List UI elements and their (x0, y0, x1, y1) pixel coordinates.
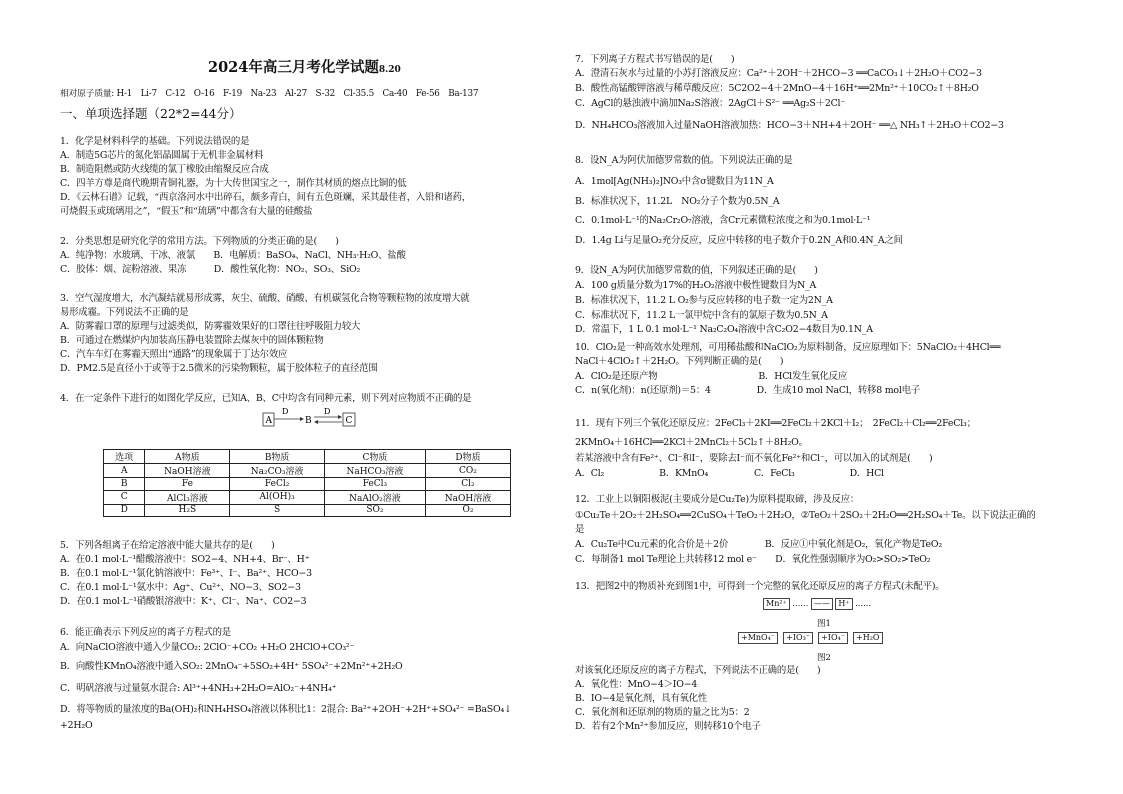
q13-question: 对该氧化还原反应的离子方程式，下列说法不正确的是( ) (575, 665, 821, 676)
table-cell: CO₂ (425, 464, 510, 478)
title-tag: 8.20 (378, 65, 401, 75)
q7-option-b: B．酸性高锰酸钾溶液与稀草酸反应：5C2O2−4＋2MnO−4＋16H⁺══2Mn²⁺＋10CO₂↑＋8H₂O (575, 83, 979, 94)
table-header: D物质 (425, 450, 510, 464)
table-cell: NaHCO₃溶液 (324, 464, 425, 478)
q12-options-cd: C．每制备1 mol Te理论上共转移12 mol e⁻ D．氧化性强弱顺序为O₂>SO₂>TeO₂ (575, 554, 931, 565)
fig1-dots: …… (792, 599, 809, 608)
q1-option-c: C．四羊方尊是商代晚期青铜礼器，为十大传世国宝之一，制作其材质的熔点比铜的低 (60, 178, 407, 189)
q13-option-a: A．氧化性：MnO−4＞IO−4 (575, 679, 698, 690)
q9-option-c: C．标准状况下，11.2 L一氯甲烷中含有的氯原子数为0.5N_A (575, 310, 828, 321)
q9-stem: 9．设N_A为阿伏加德罗常数的值，下列叙述正确的是( ) (575, 265, 818, 276)
table-header: 选项 (104, 450, 145, 464)
fig1-mn-box: Mn²⁺ (763, 598, 790, 610)
q7-stem: 7．下列离子方程式书写错误的是( ) (575, 54, 735, 65)
label-a: A (265, 416, 272, 426)
table-cell: B (104, 478, 145, 491)
q6-option-d-cont: +2H₂O (60, 720, 93, 731)
fig1-dots: …… (855, 599, 872, 608)
table-cell: A (104, 464, 145, 478)
q5-option-d: D．在0.1 mol·L⁻¹硝酸银溶液中：K⁺、Cl⁻、Na⁺、CO2−3 (60, 596, 307, 607)
q7-option-c: C．AgCl的悬浊液中滴加Na₂S溶液：2AgCl＋S²⁻ ══Ag₂S＋2Cl⁻ (575, 98, 846, 109)
q3-option-a: A．防雾霾口罩的原理与过滤类似，防雾霾效果好的口罩往往呼吸阻力较大 (60, 321, 361, 332)
label-b: B (305, 416, 312, 426)
q10-options-ab: A．ClO₂是还原产物 B．HCl发生氧化反应 (575, 371, 848, 382)
q6-option-d: D．将等物质的量浓度的Ba(OH)₂和NH₄HSO₄溶液以体积比1：2混合: Ba²⁺+2OH⁻+2H⁺+SO₄²⁻ =BaSO₄↓ (60, 704, 512, 715)
q13-option-b: B．IO−4是氧化剂，具有氧化性 (575, 693, 708, 704)
q5-option-b: B．在0.1 mol·L⁻¹氯化钠溶液中：Fe³⁺、I⁻、Ba²⁺、HCO−3 (60, 568, 312, 579)
q12-options-ab: A．Cu₂Te中Cu元素的化合价是＋2价 B．反应①中氧化剂是O₂，氧化产物是TeO₂ (575, 539, 942, 550)
table-cell: FeCl₃ (324, 478, 425, 491)
figure-2-caption: 图2 (817, 653, 831, 663)
q7-option-d: D．NH₄HCO₃溶液加入过量NaOH溶液加热：HCO−3＋NH+4＋2OH⁻ ══△ NH₃↑＋2H₂O＋CO2−3 (575, 120, 1004, 131)
q8-option-d: D．1.4g Li与足量O₂充分反应，反应中转移的电子数介于0.2N_A和0.4N_A之间 (575, 235, 903, 246)
q8-option-b: B．标准状况下，11.2L NO₂分子个数为0.5N_A (575, 196, 780, 207)
table-cell: O₂ (425, 504, 510, 517)
table-row (104, 504, 511, 517)
q9-option-b: B．标准状况下，11.2 L O₂参与反应转移的电子数一定为2N_A (575, 295, 833, 306)
figure-2 (738, 632, 883, 644)
table-cell: D (104, 504, 145, 517)
q5-option-c: C．在0.1 mol·L⁻¹氨水中：Ag⁺、Cu²⁺、NO−3、SO2−3 (60, 582, 301, 593)
q10-stem-cont: NaCl＋4ClO₂↑＋2H₂O。下列判断正确的是( ) (575, 356, 784, 367)
table-cell: Na₂CO₃溶液 (230, 464, 325, 478)
label-d1: D (282, 407, 289, 416)
q9-option-d: D．常温下，1 L 0.1 mol·L⁻¹ Na₂C₂O₄溶液中含C₂O2−4数目为0.1N_A (575, 324, 873, 335)
q6-option-a: A．向NaClO溶液中通入少量CO₂: 2ClO⁻+CO₂ +H₂O 2HClO+CO₃²⁻ (60, 642, 355, 653)
q3-option-d: D．PM2.5是直径小于或等于2.5微米的污染物颗粒，属于胶体粒子的直径范围 (60, 363, 378, 374)
q1-stem: 1．化学是材料科学的基础。下列说法错误的是 (60, 136, 250, 147)
page-title (208, 59, 401, 76)
q4-stem: 4．在一定条件下进行的如图化学反应，已知A、B、C中均含有同种元素，则下列对应物质不正确的是 (60, 393, 472, 404)
table-cell: NaOH溶液 (425, 490, 510, 504)
q11-question: 若某溶液中含有Fe²⁺、Cl⁻和I⁻，要除去I⁻而不氧化Fe²⁺和Cl⁻，可以加入的试剂是( ) (575, 453, 933, 464)
q3-stem: 3．空气湿度增大，水汽凝结就易形成雾，灰尘、硫酸、硝酸、有机碳氢化合物等颗粒物的浓度增大就 (60, 293, 470, 304)
q11-stem: 11．现有下列三个氧化还原反应：2FeCl₃＋2KI══2FeCl₂＋2KCl＋I₂； 2FeCl₂＋Cl₂══2FeCl₃； (575, 418, 976, 429)
fig2-item: +MnO₄⁻ (738, 632, 778, 644)
table-row (104, 464, 511, 478)
q13-option-d: D．若有2个Mn²⁺参加反应，则转移10个电子 (575, 721, 761, 732)
table-cell: AlCl₃溶液 (145, 490, 230, 504)
title-text: 2024年高三月考化学试题 (208, 59, 379, 76)
table-row (104, 478, 511, 491)
q3-option-c: C．汽车车灯在雾霾天照出“通路”的现象属于丁达尔效应 (60, 349, 288, 360)
fig1-arrow-box (811, 598, 833, 610)
table-cell: H₂S (145, 504, 230, 517)
label-c: C (345, 416, 353, 426)
table-cell: FeCl₂ (230, 478, 325, 491)
q1-option-a: A．制造5G芯片的氮化铝晶圆属于无机非金属材料 (60, 150, 264, 161)
q6-stem: 6．能正确表示下列反应的离子方程式的是 (60, 627, 231, 638)
q7-option-a: A．澄清石灰水与过量的小苏打溶液反应：Ca²⁺＋2OH⁻＋2HCO−3 ══CaCO₃↓＋2H₂O＋CO2−3 (575, 68, 982, 79)
table-cell: NaOH溶液 (145, 464, 230, 478)
q1-option-d: D．《云林石谱》记载，“西京洛河水中出碎石，颇多青白，间有五色斑斓，采其最佳者，入铅和诸药， (60, 192, 471, 203)
q10-stem: 10．ClO₂是一种高效水处理剂，可用稀盐酸和NaClO₂为原料制备，反应原理如下：5NaClO₂＋4HCl══ (575, 342, 1001, 353)
q11-options: A．Cl₂ B．KMnO₄ C．FeCl₃ D．HCl (575, 468, 884, 479)
q12-stem: 12．工业上以铜阳极泥(主要成分是Cu₂Te)为原料提取碲，涉及反应： (575, 494, 860, 505)
fig2-item: +H₂O (853, 632, 882, 644)
q13-stem: 13．把图2中的物质补充到图1中，可得到一个完整的氧化还原反应的离子方程式(未配平)。 (575, 581, 945, 592)
q5-stem: 5．下列各组离子在给定溶液中能大量共存的是( ) (60, 540, 275, 551)
table-cell: Fe (145, 478, 230, 491)
q1-option-d-cont: 可烧假玉或琉璃用之”，“假玉”和“琉璃”中都含有大量的硅酸盐 (60, 206, 313, 217)
fig1-arrow: —— (813, 599, 830, 608)
q2-stem: 2．分类思想是研究化学的常用方法。下列物质的分类正确的是( ) (60, 236, 339, 247)
q8-stem: 8．设N_A为阿伏加德罗常数的值。下列说法正确的是 (575, 155, 793, 166)
label-d2: D (324, 407, 331, 416)
section-heading: 一、单项选择题（22*2=44分） (60, 106, 242, 121)
q8-option-a: A．1mol[Ag(NH₃)₂]NO₃中含σ键数目为11N_A (575, 176, 774, 187)
table-cell: SO₂ (324, 504, 425, 517)
table-cell: Cl₂ (425, 478, 510, 491)
q12-reactions: ①Cu₂Te＋2O₂＋2H₂SO₄══2CuSO₄＋TeO₂＋2H₂O，②TeO₂＋2SO₂＋2H₂O══2H₂SO₄＋Te。以下说法正确的 (575, 510, 1036, 521)
atomic-masses: 相对原子质量: H-1 Li-7 C-12 O-16 F-19 Na-23 Al-27 S-32 Cl-35.5 Ca-40 Fe-56 Ba-137 (60, 89, 479, 99)
q3-option-b: B．可通过在燃煤炉内加装高压静电装置除去煤灰中的固体颗粒物 (60, 335, 324, 346)
q5-option-a: A．在0.1 mol·L⁻¹醋酸溶液中：SO2−4、NH+4、Br⁻、H⁺ (60, 554, 310, 565)
table-cell: S (230, 504, 325, 517)
fig1-h-box: H⁺ (835, 598, 852, 610)
q4-answer-table (103, 449, 511, 517)
q3-stem-cont: 易形成霾。下列说法不正确的是 (60, 307, 189, 318)
figure-1 (763, 598, 871, 610)
q6-option-c: C．明矾溶液与过量氨水混合: Al³⁺+4NH₃+2H₂O=AlO₂⁻+4NH₄⁺ (60, 683, 337, 694)
table-cell: Al(OH)₃ (230, 490, 325, 504)
q6-option-b: B．向酸性KMnO₄溶液中通入SO₂: 2MnO₄⁻+5SO₂+4H⁺ 5SO₄²⁻+2Mn²⁺+2H₂O (60, 661, 403, 672)
q2-options-ab: A．纯净物：水玻璃、干冰、液氯 B．电解质：BaSO₄、NaCl、NH₃·H₂O、盐酸 (60, 250, 406, 261)
table-header: B物质 (230, 450, 325, 464)
table-cell: NaAlO₂溶液 (324, 490, 425, 504)
q1-option-b: B．制造阻燃或防火线缆的氯丁橡胶由缩聚反应合成 (60, 164, 269, 175)
table-cell: C (104, 490, 145, 504)
fig2-item: +IO₄⁻ (818, 632, 848, 644)
q2-options-cd: C．胶体：烟、淀粉溶液、果冻 D．酸性氧化物：NO₂、SO₃、SiO₂ (60, 264, 361, 275)
fig2-item: +IO₃⁻ (783, 632, 813, 644)
q13-option-c: C．氧化剂和还原剂的物质的量之比为5：2 (575, 707, 750, 718)
q8-option-c: C．0.1mol·L⁻¹的Na₂Cr₂O₇溶液，含Cr元素微粒浓度之和为0.1mol·L⁻¹ (575, 215, 871, 226)
table-row (104, 490, 511, 504)
table-header: A物质 (145, 450, 230, 464)
figure-1-caption: 图1 (817, 619, 831, 629)
q4-reaction-diagram (262, 405, 358, 431)
q10-options-cd: C．n(氧化剂)：n(还原剂)＝5：4 D．生成10 mol NaCl，转移8 mol电子 (575, 385, 921, 396)
q12-stem-cont: 是 (575, 524, 585, 535)
q9-option-a: A．100 g质量分数为17%的H₂O₂溶液中极性键数目为N_A (575, 280, 817, 291)
table-header-row (104, 450, 511, 464)
q11-stem-cont: 2KMnO₄＋16HCl══2KCl＋2MnCl₂＋5Cl₂↑＋8H₂O。 (575, 437, 808, 448)
table-header: C物质 (324, 450, 425, 464)
